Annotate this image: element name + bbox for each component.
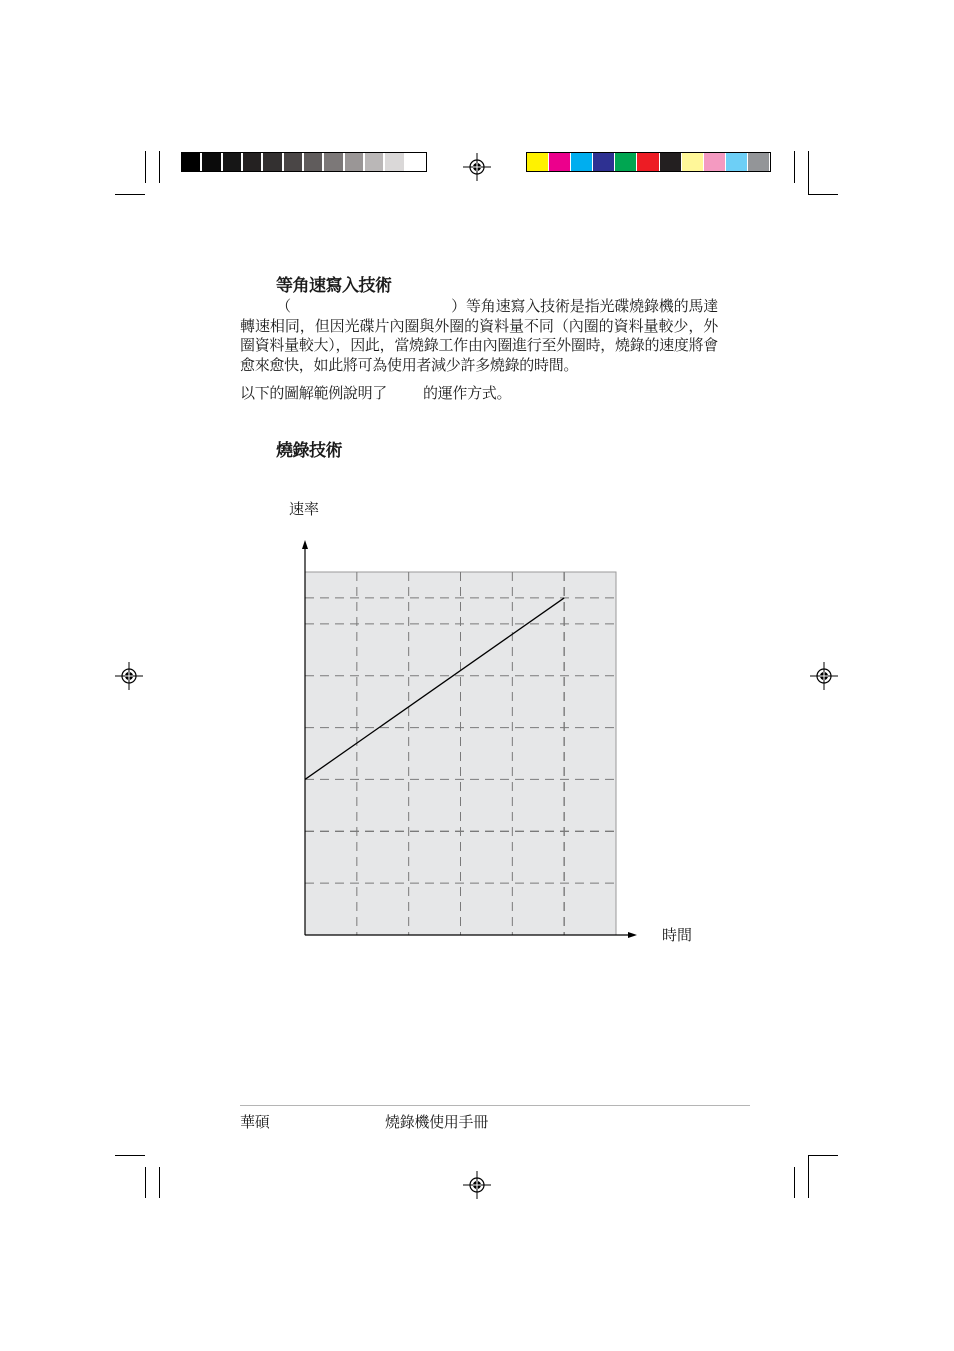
paren-open: （ [276,297,291,315]
gray-swatch [202,153,220,171]
crop-mark-bottom-left-h [115,1155,145,1156]
color-swatch [726,153,747,171]
gray-swatch [263,153,281,171]
gray-swatch [304,153,322,171]
registration-mark-bottom-icon [463,1171,491,1199]
crop-mark-bottom-left-v1 [145,1167,146,1198]
color-swatch [615,153,636,171]
color-swatch [637,153,658,171]
color-swatch [571,153,592,171]
crop-mark-top-right-v2 [808,151,809,195]
diagram-intro-line [240,384,718,404]
section-heading-recording-tech: 燒錄技術 [276,441,342,461]
gray-swatch [223,153,241,171]
grayscale-color-bar [181,152,427,172]
crop-mark-bottom-left-v2 [159,1167,160,1198]
cav-description-text: ）等角速寫入技術是指光碟燒錄機的馬達轉速相同，但因光碟片內圈與外圈的資料量不同（內圈的資料量較少，外圈資料量較大），因此，當燒錄工作由內圈進行至外圈時，燒錄的速度將會愈來愈快，如此將可為使用者減少許多燒錄的時間。 [240,297,719,374]
color-swatch [682,153,703,171]
gray-swatch [243,153,261,171]
footer-manual-title: 燒錄機使用手冊 [385,1113,488,1131]
chart-x-axis-label: 時間 [662,926,693,944]
color-swatch [660,153,681,171]
diagram-intro-part-b: 的運作方式。 [423,384,512,402]
gray-swatch [365,153,383,171]
crop-mark-top-left-v2 [159,151,160,183]
crop-mark-bottom-right-v2 [808,1155,809,1198]
gray-swatch [385,153,403,171]
color-swatch [748,153,769,171]
color-swatch [527,153,548,171]
crop-mark-top-left-v1 [145,151,146,183]
color-swatch [549,153,570,171]
color-swatch [704,153,725,171]
color-swatch [593,153,614,171]
x-axis-arrow-icon [628,932,637,938]
gray-swatch [345,153,363,171]
cav-description-paragraph [240,297,718,375]
chart-y-axis-label: 速率 [289,500,320,518]
process-color-bar [526,152,771,172]
footer-brand: 華碩 [240,1113,270,1131]
y-axis-arrow-icon [302,540,308,549]
registration-mark-top-icon [463,153,491,181]
crop-mark-top-left-h [115,194,145,195]
crop-mark-top-right-v1 [794,151,795,183]
gray-swatch [324,153,342,171]
crop-mark-top-right-h [808,194,838,195]
section-heading-cav: 等角速寫入技術 [276,276,392,296]
registration-mark-right-icon [810,662,838,690]
crop-mark-bottom-right-h [808,1155,838,1156]
gray-swatch [406,153,424,171]
diagram-intro-part-a: 以下的圖解範例說明了 [240,384,388,402]
speed-time-chart [290,535,650,945]
footer-rule [240,1105,750,1106]
gray-swatch [182,153,200,171]
registration-mark-left-icon [115,662,143,690]
gray-swatch [284,153,302,171]
crop-mark-bottom-right-v1 [794,1167,795,1198]
